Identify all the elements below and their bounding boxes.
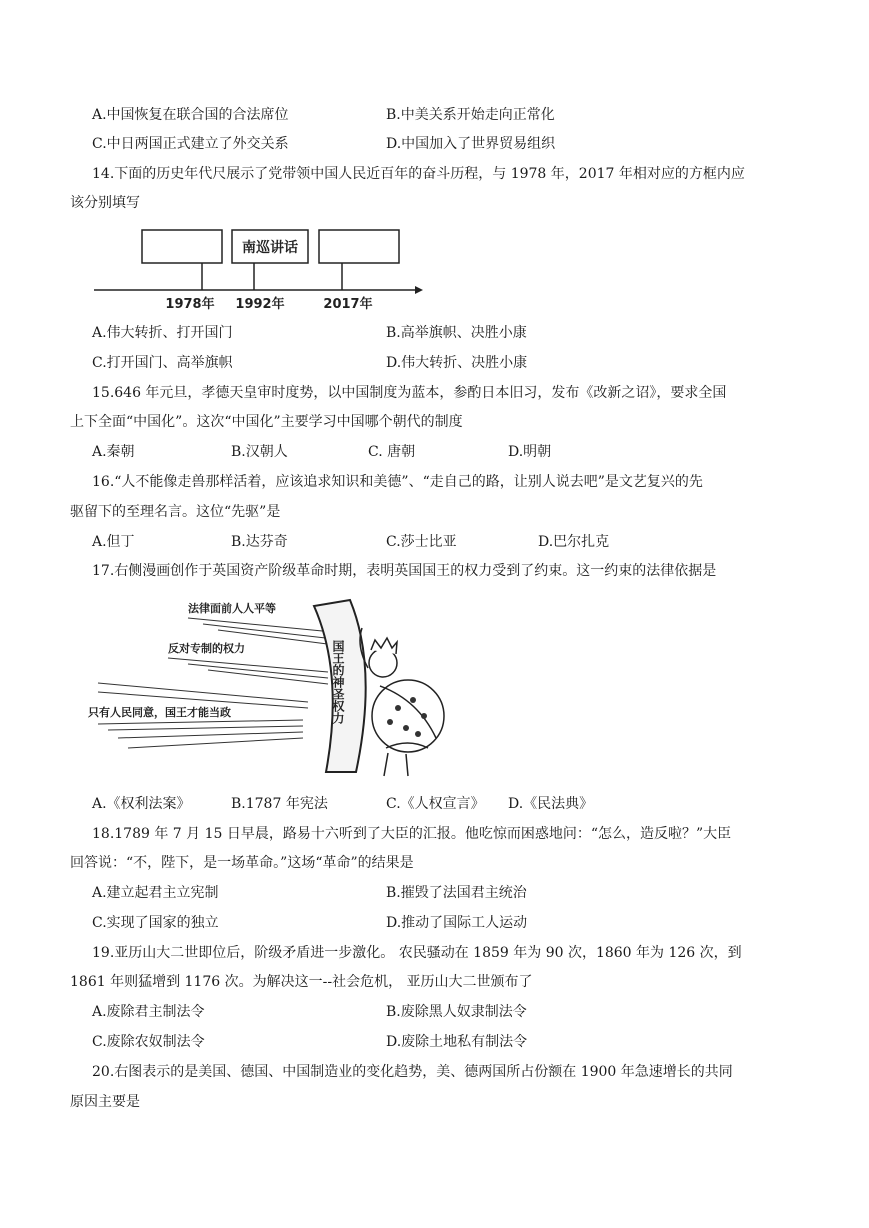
option-a: A.废除君主制法令 [92, 1004, 205, 1020]
option-b: B.汉朝人 [231, 444, 288, 460]
king-figure [360, 628, 444, 776]
event-box-label: 南巡讲话 [242, 240, 298, 256]
question-stem: 14.下面的历史年代尺展示了党带领中国人民近百年的奋斗历程，与 1978 年，2017 年相对应的方框内应 [92, 166, 745, 182]
option-b: B.高举旗帜、决胜小康 [386, 325, 527, 341]
option-c: C.打开国门、高举旗帜 [92, 355, 233, 371]
option-c: C.中日两国正式建立了外交关系 [92, 136, 289, 152]
option-a: A.《权利法案》 [92, 796, 191, 812]
option-b: B.中美关系开始走向正常化 [386, 107, 555, 123]
option-b: B.达芬奇 [231, 534, 288, 550]
option-a: A.中国恢复在联合国的合法席位 [92, 107, 289, 123]
timeline-figure [90, 222, 425, 314]
option-b: B.摧毁了法国君主统治 [386, 885, 527, 901]
question-stem: 20.右图表示的是美国、德国、中国制造业的变化趋势，美、德两国所占份额在 1900 年急速增长的共同 [92, 1064, 733, 1080]
question-stem: 18.1789 年 7 月 15 日早晨，路易十六听到了大臣的汇报。他吃惊而困惑地问：“怎么，造反啦？”大臣 [92, 826, 732, 842]
question-stem: 17.右侧漫画创作于英国资产阶级革命时期，表明英国国王的权力受到了约束。这一约束的法律依据是 [92, 563, 717, 579]
option-a: A.伟大转折、打开国门 [92, 325, 233, 341]
option-b: B.1787 年宪法 [231, 796, 328, 812]
option-d: D.《民法典》 [508, 796, 594, 812]
year-label-2017: 2017年 [323, 297, 373, 312]
shield-label: 国王的神圣权力 [331, 640, 345, 724]
option-d: D.巴尔扎克 [538, 534, 610, 550]
question-stem: 19.亚历山大二世即位后，阶级矛盾进一步激化。 农民骚动在 1859 年为 90 次，1860 年为 126 次，到 [92, 945, 742, 961]
option-c: C.《人权宣言》 [386, 796, 485, 812]
cartoon-figure [88, 588, 450, 784]
year-label-1978: 1978年 [165, 297, 215, 312]
option-d: D.推动了国际工人运动 [386, 915, 528, 931]
option-d: D.明朝 [508, 444, 552, 460]
blank-box-1978 [142, 230, 222, 263]
cartoon-label-anti-tyranny: 反对专制的权力 [168, 642, 245, 655]
question-stem-cont: 上下全面“中国化”。这次“中国化”主要学习中国哪个朝代的制度 [70, 414, 463, 430]
question-stem-cont: 1861 年则猛增到 1176 次。为解决这一--社会危机， 亚历山大二世颁布了 [70, 974, 533, 990]
option-d: D.伟大转折、决胜小康 [386, 355, 528, 371]
option-d: D.废除土地私有制法令 [386, 1034, 528, 1050]
option-b: B.废除黑人奴隶制法令 [386, 1004, 527, 1020]
cartoon-label-consent: 只有人民同意，国王才能当政 [88, 706, 231, 719]
year-label-1992: 1992年 [235, 297, 285, 312]
question-stem-cont: 该分别填写 [70, 195, 140, 211]
cartoon-label-equality: 法律面前人人平等 [188, 602, 276, 615]
question-stem-cont: 回答说：“不，陛下，是一场革命。”这场“革命”的结果是 [70, 855, 414, 871]
option-c: C. 唐朝 [368, 444, 416, 460]
question-stem-cont: 原因主要是 [70, 1094, 140, 1110]
option-a: A.但丁 [92, 534, 135, 550]
blank-box-2017 [319, 230, 399, 263]
question-stem: 16.“人不能像走兽那样活着，应该追求知识和美德”、“走自己的路，让别人说去吧”是文艺复兴的先 [92, 474, 703, 490]
question-stem: 15.646 年元旦，孝德天皇审时度势，以中国制度为蓝本，参酌日本旧习，发布《改新之诏》，要求全国 [92, 385, 727, 401]
option-c: C.实现了国家的独立 [92, 915, 219, 931]
option-c: C.莎士比亚 [386, 534, 457, 550]
option-a: A.建立起君主立宪制 [92, 885, 219, 901]
option-c: C.废除农奴制法令 [92, 1034, 205, 1050]
option-a: A.秦朝 [92, 444, 135, 460]
option-d: D.中国加入了世界贸易组织 [386, 136, 556, 152]
question-stem-cont: 驱留下的至理名言。这位“先驱”是 [70, 504, 281, 520]
